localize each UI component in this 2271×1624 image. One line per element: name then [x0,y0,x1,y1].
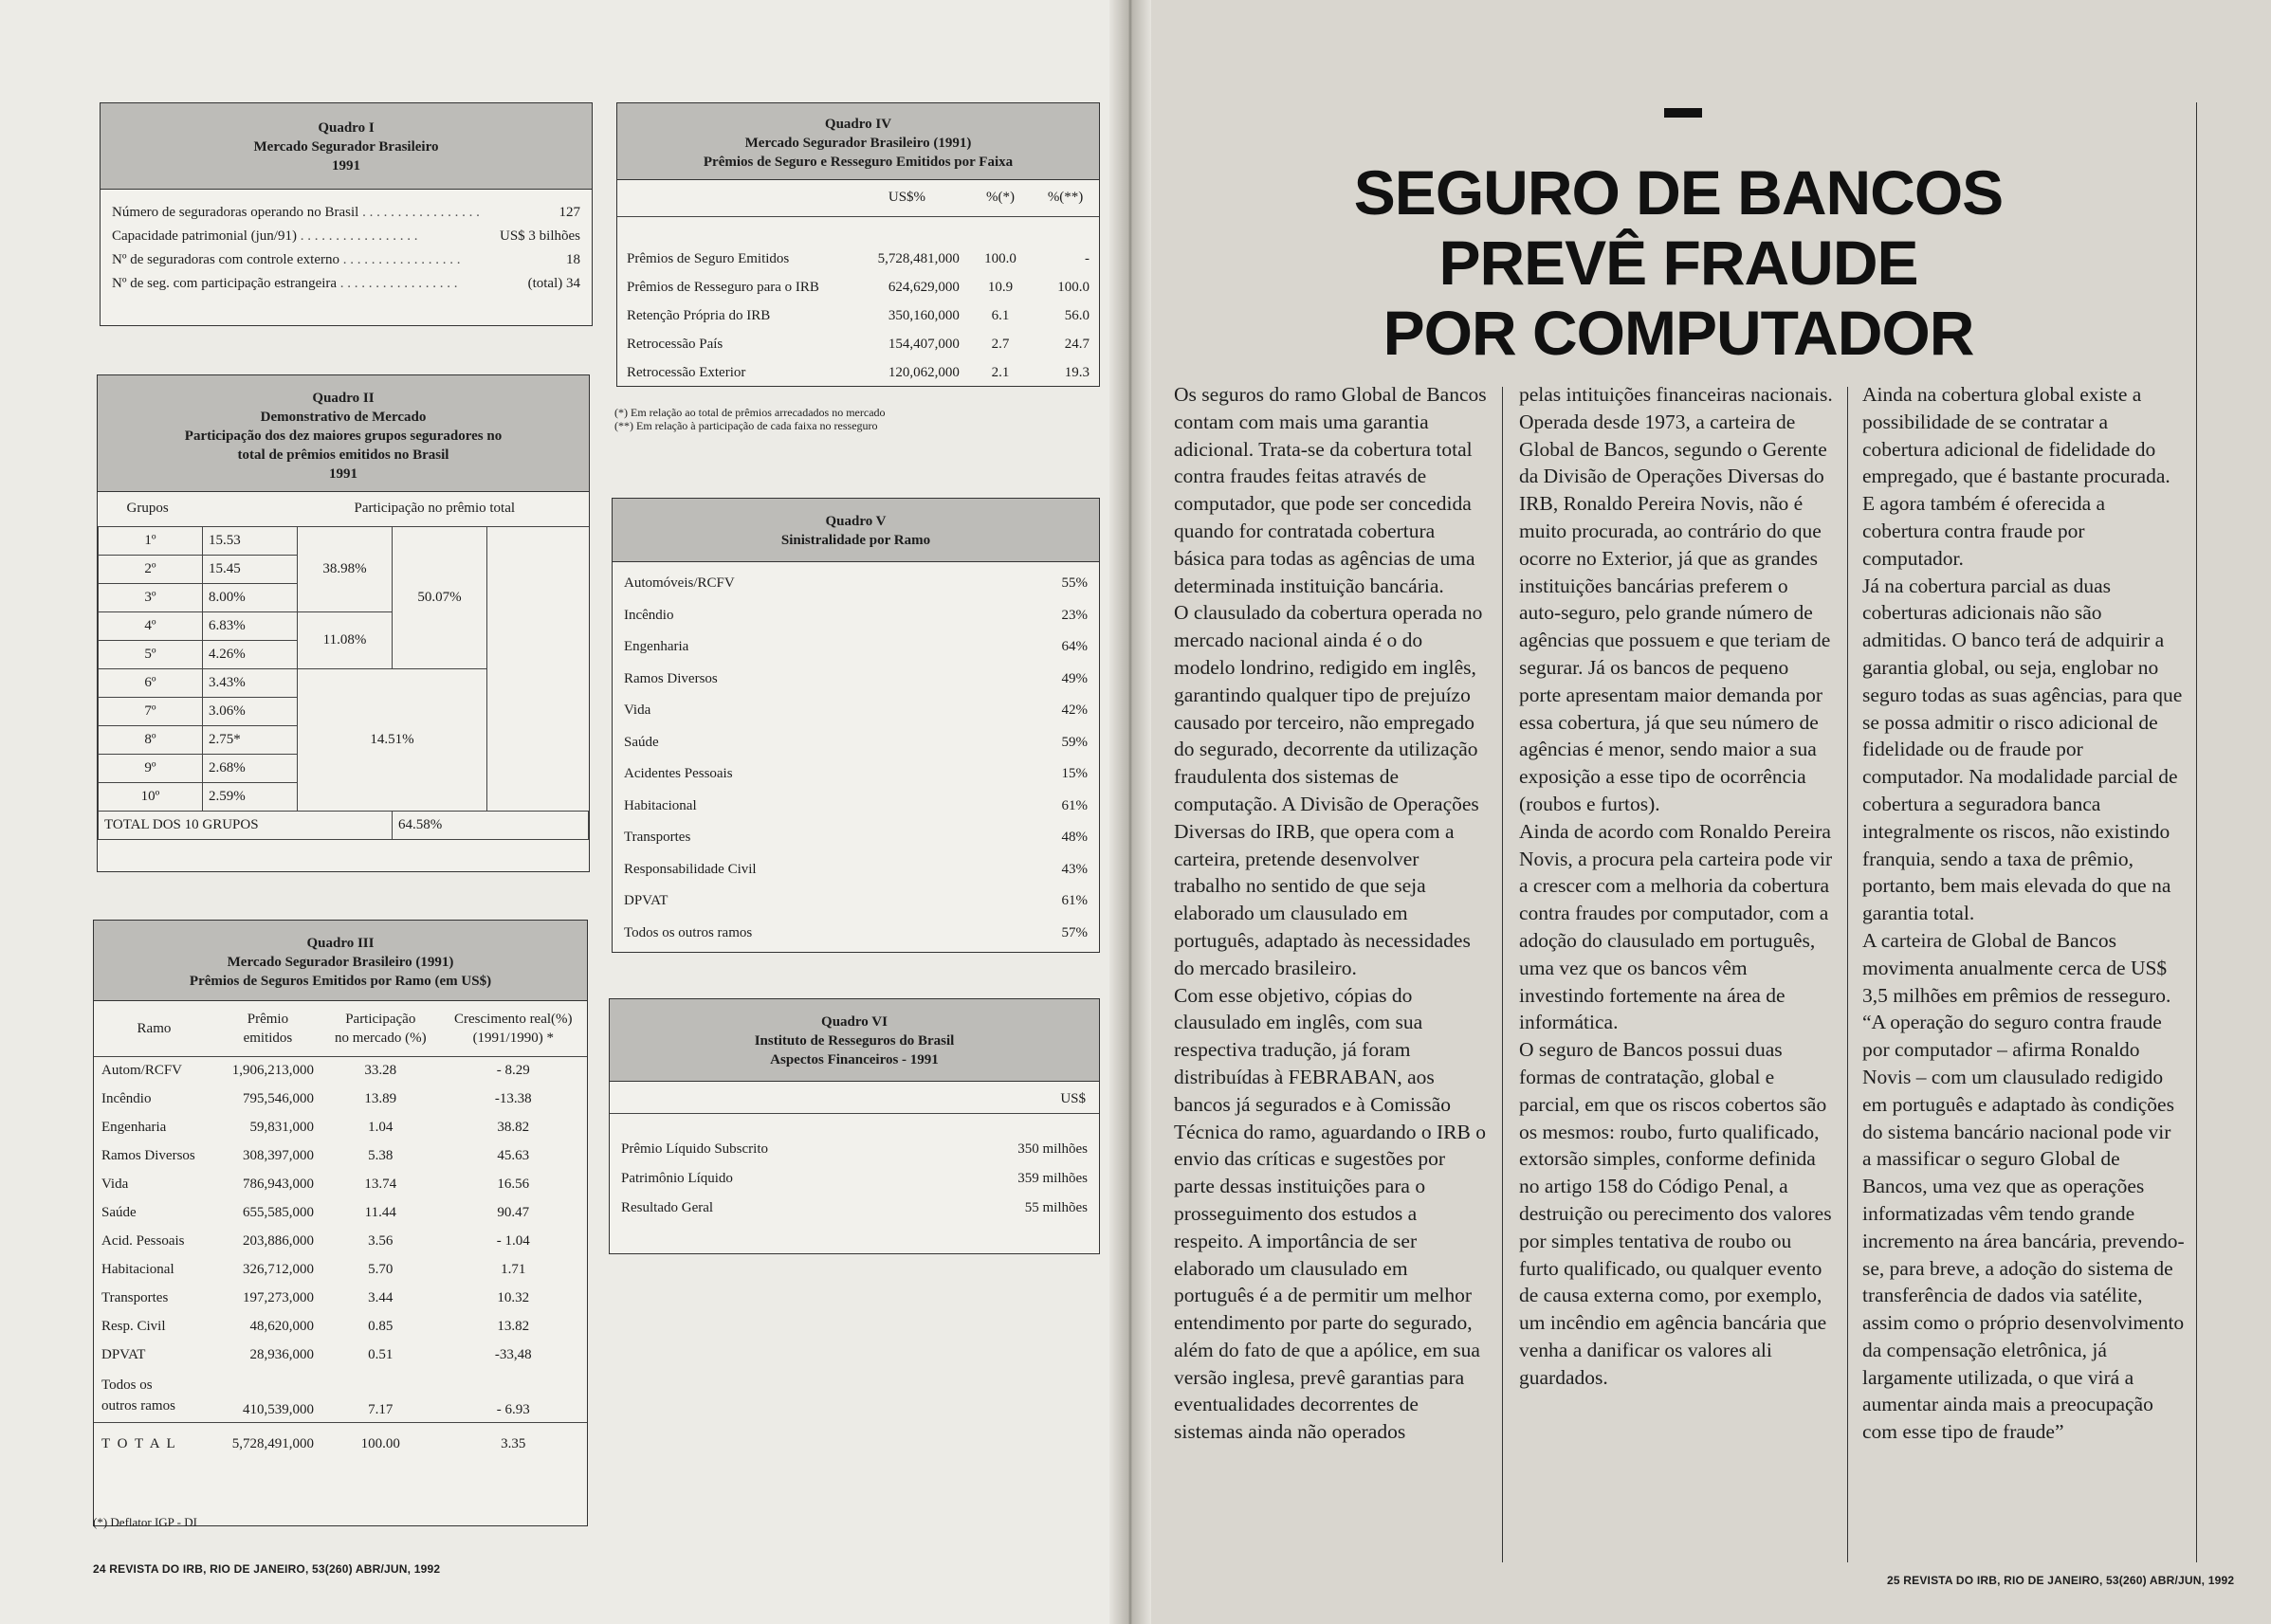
column-rule [1502,387,1503,1562]
others-premio: 410,539,000 [242,1401,314,1417]
total-row [94,1422,587,1466]
cell-pct: 3.06% [203,697,298,725]
table-row [94,1369,587,1422]
row-label: Acidentes Pessoais [624,766,733,782]
quadro-3-subtitle: Mercado Segurador Brasileiro (1991) [227,955,454,970]
row-value: 55% [1061,575,1088,592]
others-part: 7.17 [368,1401,394,1417]
cell-participacao: 1.04 [368,1119,394,1135]
col-part-l1: Participação [345,1011,416,1027]
cell-p2: 19.3 [1064,364,1090,380]
quadro-4-table [617,180,1099,387]
cell-pct: 15.53 [203,526,298,555]
quadro-5-row [613,885,1099,918]
quadro-5-row [613,631,1099,664]
cell-pct: 4.26% [203,640,298,668]
empty-header [617,180,845,216]
cell-grupo: 1º [99,526,203,555]
quadro-6 [609,998,1100,1254]
table-row [94,1227,587,1255]
quadro-3-desc: Prêmios de Seguros Emitidos por Ramo (em US$) [189,974,492,989]
row-label: Prêmio Líquido Subscrito [621,1141,768,1157]
cell-premio: 59,831,000 [249,1119,314,1135]
cell-premio: 203,886,000 [242,1232,314,1249]
cell-crescimento: 10.32 [497,1289,530,1305]
cell-crescimento: - 8.29 [496,1062,530,1078]
article-column-1 [1174,381,1487,1446]
col-participacao [321,1001,440,1056]
quadro-6-row [610,1135,1099,1164]
cell-pct: 15.45 [203,555,298,583]
paragraph: O seguro de Bancos possui duas formas de contratação, global e parcial, em que os riscos cobertos são os mesmos: roubo, furto qualificado, extorsão simples, conforme definida no artigo 158 do Código Penal, a destruição ou perecimento dos valores por simples tentativa de roubo ou furto qualificado, ou qualquer evento de causa externa como, por exemplo, um incêndio em agência bancária que venha a danificar os valores ali guardados. [1519,1038,1832,1389]
col-premio-l1: Prêmio [247,1011,289,1027]
quadro-2-table [98,492,589,840]
col-crescimento [440,1001,587,1056]
right-edge-rule [2196,102,2197,1562]
cell-premio: 308,397,000 [242,1147,314,1163]
cell-grupo: 9º [99,754,203,782]
quadro-3-header [94,921,587,1001]
cell-ramo: Incêndio [101,1090,152,1106]
table-row [94,1255,587,1284]
quadro-5-title: Quadro V [825,514,887,529]
cell-crescimento: 1.71 [501,1261,526,1277]
quadro-1-subtitle: Mercado Segurador Brasileiro [253,139,439,155]
quadro-2 [97,374,590,872]
cell-ramo: Saúde [101,1204,137,1220]
total-label: TOTAL DOS 10 GRUPOS [99,811,393,839]
cell-ramo: Acid. Pessoais [101,1232,185,1249]
cell-grupo: 10º [99,782,203,811]
cell-participacao: 5.38 [368,1147,394,1163]
table-row [94,1341,587,1369]
quadro-5-row [613,727,1099,759]
row-value: 64% [1061,639,1088,655]
paragraph: Ainda de acordo com Ronaldo Pereira Novis, a procura pela carteira pode vir a crescer com a melhoria da cobertura contra fraudes por computador, com a adoção do clausulado em português, uma vez que os bancos vêm investindo fortemente na área de informática. [1519,819,1833,1034]
cell-premio: 197,273,000 [242,1289,314,1305]
quadro-2-desc2: total de prêmios emitidos no Brasil [237,447,449,463]
cell-sub-1-3: 38.98% [298,526,393,611]
cell-label: Prêmios de Resseguro para o IRB [627,279,819,295]
quadro-3-table [94,1001,587,1466]
cell-crescimento: 38.82 [497,1119,530,1135]
cell-p1: 100.0 [984,250,1016,266]
cell-pct: 2.75* [203,725,298,754]
cell-grupo: 7º [99,697,203,725]
cell-ramo: Habitacional [101,1261,174,1277]
row-label: Todos os outros ramos [624,924,753,940]
title-line-3: POR COMPUTADOR [1383,298,1974,368]
cell-usd: 5,728,481,000 [877,250,960,266]
table-row [94,1198,587,1227]
cell-ramo: Vida [101,1176,129,1192]
col-premio [214,1001,321,1056]
cell-premio: 1,906,213,000 [231,1062,314,1078]
table-row [617,330,1099,358]
quadro-2-header [98,375,589,492]
quadro-5-row [613,822,1099,854]
cell-ramo: Transportes [101,1289,169,1305]
cell-participacao: 33.28 [364,1062,397,1078]
cell-pct: 2.68% [203,754,298,782]
table-row [94,1284,587,1312]
table-row [94,1056,587,1085]
quadro-6-desc: Aspectos Financeiros - 1991 [770,1052,939,1067]
title-line-2: PREVÊ FRAUDE [1438,228,1918,298]
column-rule [1847,387,1848,1562]
row-label: Vida [624,703,651,719]
table-row [617,245,1099,273]
cell-premio: 48,620,000 [249,1318,314,1334]
row-value: 49% [1061,670,1088,686]
row-value: 43% [1061,861,1088,877]
quadro-2-year: 1991 [329,466,357,482]
paragraph: Os seguros do ramo Global de Bancos contam com mais uma garantia adicional. Trata-se da cobertura total contra fraudes feitas através de computador, que pode ser concedida quando for contratada cobertura básica para todas as agências de uma determinada instituição bancária. [1174,383,1487,597]
quadro-2-title: Quadro II [312,391,375,406]
quadro-5-row [613,664,1099,696]
cell-label: Retenção Própria do IRB [627,307,771,323]
row-label: Responsabilidade Civil [624,861,757,877]
spacer-row [617,216,1099,245]
row-value: 48% [1061,830,1088,846]
cell-participacao: 11.44 [364,1204,396,1220]
cell-crescimento: 13.82 [497,1318,530,1334]
quadro-4-desc: Prêmios de Seguro e Resseguro Emitidos por Faixa [703,155,1014,170]
row-value: (total) 34 [527,276,580,291]
row-label: Habitacional [624,797,697,813]
total-row [99,811,589,839]
quadro-4-note-1: (*) Em relação ao total de prêmios arrecadados no mercado [614,406,886,419]
cell-participacao: 13.74 [364,1176,397,1192]
title-bar [1664,108,1702,118]
table-row [94,1312,587,1341]
cell-p2: 100.0 [1057,279,1090,295]
table-row [94,1170,587,1198]
others-l1: Todos os [101,1377,153,1393]
cell-participacao: 5.70 [368,1261,394,1277]
cell-usd: 624,629,000 [888,279,960,295]
col-premio-l2: emitidos [243,1030,293,1046]
table-row [617,301,1099,330]
cell-sub-4-5: 11.08% [298,611,393,668]
cell-crescimento: 16.56 [497,1176,530,1192]
quadro-6-subtitle: Instituto de Resseguros do Brasil [754,1033,955,1049]
quadro-6-row [610,1164,1099,1194]
cell-premio: 795,546,000 [242,1090,314,1106]
quadro-3 [93,920,588,1526]
cell-crescimento: -13.38 [494,1090,532,1106]
quadro-3-title: Quadro III [306,936,375,951]
row-label: Saúde [624,734,659,750]
quadro-1-row [101,248,592,272]
cell-p1: 10.9 [987,279,1014,295]
quadro-5-body [613,562,1099,949]
row-value: 15% [1061,766,1088,782]
col-grupos: Grupos [99,492,298,526]
paragraph: Ainda na cobertura global existe a possibilidade de se contratar a cobertura adicional de fidelidade do empregado, que é bastante procurada. E agora também é oferecida a cobertura contra fraude por computador. [1862,383,2170,570]
quadro-1-row [101,225,592,248]
row-value: 61% [1061,893,1088,909]
cell-pct: 3.43% [203,668,298,697]
row-label: Resultado Geral [621,1200,714,1215]
cell-grupo: 8º [99,725,203,754]
title-line-1: SEGURO DE BANCOS [1353,157,2004,228]
row-label: Incêndio [624,607,674,623]
table-row [94,1113,587,1141]
quadro-1-header [101,103,592,190]
cell-crescimento: 90.47 [497,1204,530,1220]
quadro-5-row [613,791,1099,823]
cell-ramo: Autom/RCFV [101,1062,183,1078]
quadro-4-header [617,103,1099,180]
others-cresc: - 6.93 [496,1401,530,1417]
row-value: 18 [566,252,580,267]
row-value: 57% [1061,924,1088,940]
col-p2: %(**) [1032,180,1099,216]
table-row [99,526,589,555]
quadro-4-notes [614,406,886,432]
quadro-4-title: Quadro IV [824,117,892,132]
col-p1: %(*) [969,180,1032,216]
cell-usd: 120,062,000 [888,364,960,380]
cell-crescimento: - 1.04 [496,1232,530,1249]
quadro-1-row [101,201,592,225]
row-label: Engenharia [624,639,689,655]
cell-grupo: 4º [99,611,203,640]
cell-premio: 786,943,000 [242,1176,314,1192]
others-l2: outros ramos [101,1397,175,1414]
quadro-5-subtitle: Sinistralidade por Ramo [780,533,931,548]
quadro-6-title: Quadro VI [821,1014,888,1030]
quadro-2-desc1: Participação dos dez maiores grupos seguradores no [184,429,503,444]
cell-pct: 2.59% [203,782,298,811]
total-label: T O T A L [101,1435,177,1451]
quadro-1-title: Quadro I [318,120,375,136]
row-label: Capacidade patrimonial (jun/91) . . . [112,228,500,245]
quadro-4-note-2: (**) Em relação à participação de cada faixa no resseguro [614,419,878,432]
cell-ramo: DPVAT [101,1346,146,1362]
col-cresc-l2: (1991/1990) * [472,1030,554,1046]
cell-sub-1-5: 50.07% [393,526,487,668]
col-cresc-l1: Crescimento real(%) [454,1011,573,1027]
row-label: DPVAT [624,893,668,909]
left-page-folio: 24 REVISTA DO IRB, RIO DE JANEIRO, 53(260) ABR/JUN, 1992 [93,1562,441,1576]
cell-grupo: 6º [99,668,203,697]
cell-participacao: 0.51 [368,1346,394,1362]
cell-usd: 350,160,000 [888,307,960,323]
right-page-folio: 25 REVISTA DO IRB, RIO DE JANEIRO, 53(260) ABR/JUN, 1992 [1887,1574,2235,1587]
cell-p1: 6.1 [991,307,1010,323]
quadro-5 [612,498,1100,953]
cell-grupo: 3º [99,583,203,611]
row-label: Ramos Diversos [624,670,718,686]
quadro-6-unit: US$ [610,1082,1099,1114]
cell-ramo: Ramos Diversos [101,1147,195,1163]
cell-label: Retrocessão Exterior [627,364,746,380]
cell-pct: 8.00% [203,583,298,611]
empty-cell [487,526,589,811]
quadro-6-row [610,1194,1099,1223]
table-row [94,1085,587,1113]
row-value: 59% [1061,734,1088,750]
cell-p2: - [1085,250,1090,266]
quadro-1 [100,102,593,326]
cell-label: Prêmios de Seguro Emitidos [627,250,790,266]
row-value: 127 [559,205,580,220]
quadro-5-row [613,758,1099,791]
cell-p2: 24.7 [1064,336,1090,352]
left-page [0,0,1128,1624]
cell-participacao: 3.56 [368,1232,394,1249]
col-participacao: Participação no prêmio total [298,492,589,526]
row-label: Automóveis/RCFV [624,575,735,592]
quadro-5-row [613,918,1099,950]
row-value: US$ 3 bilhões [499,228,580,244]
col-usd: US$% [845,180,969,216]
table-row [94,1141,587,1170]
cell-participacao: 13.89 [364,1090,397,1106]
cell-grupo: 5º [99,640,203,668]
cell-usd: 154,407,000 [888,336,960,352]
row-value: 61% [1061,797,1088,813]
row-label: Patrimônio Líquido [621,1171,733,1186]
quadro-5-row [613,600,1099,632]
cell-premio: 326,712,000 [242,1261,314,1277]
total-value: 64.58% [393,811,589,839]
table-row [617,358,1099,387]
cell-participacao: 3.44 [368,1289,394,1305]
cell-crescimento: -33,48 [494,1346,532,1362]
row-value: 350 milhões [1017,1141,1088,1157]
cell-ramo: Resp. Civil [101,1318,166,1334]
cell-premio: 28,936,000 [249,1346,314,1362]
row-label: Transportes [624,830,691,846]
header-row [617,180,1099,216]
cell-ramo: Engenharia [101,1119,167,1135]
paragraph: A carteira de Global de Bancos movimenta anualmente cerca de US$ 3,5 milhões em prêmios de resseguro. “A operação do seguro contra fraude por computador – afirma Ronaldo Novis – com um clausulado redigido em português e adaptado às condições do sistema bancário nacional pode vir a massificar o seguro Global de Bancos, uma vez que as operações informatizadas vêm tendo grande incremento na área bancária, prevendo-se, para breve, a adoção do sistema de transferência de dados via satélite, assim como o próprio desenvolvimento da compensação eletrônica, já largamente utilizada, o que virá a aumentar ainda mais a preocupação com esse tipo de fraude” [1862,928,2185,1444]
cell-crescimento: 45.63 [497,1147,530,1163]
table-row [617,273,1099,301]
cell-sub-6-10: 14.51% [298,668,487,811]
article-column-3 [1862,381,2185,1446]
total-cresc: 3.35 [501,1435,526,1451]
quadro-6-header [610,999,1099,1082]
paragraph: Já na cobertura parcial as duas coberturas adicionais não são admitidas. O banco terá de adquirir a garantia global, ou seja, englobar no seguro todas as suas agências, para que se possa admitir o risco adicional de fidelidade ou de fraude por computador. Na modalidade parcial de cobertura a seguradora banca integralmente os riscos, não existindo franquia, sendo a taxa de prêmio, portanto, bem mais elevada do que na garantia total. [1862,574,2183,925]
paragraph: pelas intituições financeiras nacionais. [1519,383,1833,406]
row-value: 23% [1061,607,1088,623]
total-part: 100.00 [360,1435,400,1451]
quadro-5-row [613,695,1099,727]
quadro-3-footnote: (*) Deflator IGP - DI [93,1515,197,1529]
cell-pct: 6.83% [203,611,298,640]
row-value: 359 milhões [1017,1171,1088,1186]
quadro-4-subtitle: Mercado Segurador Brasileiro (1991) [744,136,972,151]
article-column-2 [1519,381,1834,1391]
cell-label: Retrocessão País [627,336,723,352]
total-premio: 5,728,491,000 [231,1435,314,1451]
quadro-2-subtitle: Demonstrativo de Mercado [260,410,427,425]
quadro-5-row [613,568,1099,600]
quadro-1-row [101,272,592,296]
row-label: Nº de seguradoras com controle externo . . . [112,252,566,268]
col-part-l2: no mercado (%) [334,1030,427,1046]
paragraph: O clausulado da cobertura operada no mercado nacional ainda é o do modelo londrino, redigido em inglês, garantindo qualquer tipo de prejuízo causado por terceiro, não empregado do segurado, decorrente da utilização fraudulenta dos sistemas de computação. A Divisão de Operações Diversas do IRB, que opera com a carteira, pretende desenvolver trabalho no sentido de que seja elaborado um clausulado em português, adaptado às necessidades do mercado brasileiro. [1174,601,1483,979]
article-title [1328,157,2029,368]
cell-p1: 2.1 [991,364,1010,380]
quadro-4 [616,102,1100,387]
quadro-5-header [613,499,1099,562]
row-label: Nº de seg. com participação estrangeira . . . [112,276,528,292]
quadro-5-row [613,854,1099,886]
paragraph: Operada desde 1973, a carteira de Global de Bancos, segundo o Gerente da Divisão de Operações Diversas do IRB, Ronaldo Pereira Novis, não é muito procurada, ao contrário do que ocorre no Exterior, já que as grandes instituições bancárias preferem o auto-seguro, pelo grande número de agências que possuem e que teriam de segurar. Já os bancos de pequeno porte apresentam maior demanda por essa cobertura, já que seu número de agências é menor, sendo maior a sua exposição a esse tipo de ocorrência (roubos e furtos). [1519,410,1831,815]
cell-premio: 655,585,000 [242,1204,314,1220]
cell-participacao: 0.85 [368,1318,394,1334]
quadro-1-body [101,190,592,296]
header-row [94,1001,587,1056]
row-label: Número de seguradoras operando no Brasil . . . [112,205,559,221]
cell-p1: 2.7 [991,336,1010,352]
row-value: 55 milhões [1024,1200,1088,1215]
row-value: 42% [1061,703,1088,719]
quadro-1-year: 1991 [332,158,360,173]
cell-p2: 56.0 [1064,307,1090,323]
cell-grupo: 2º [99,555,203,583]
paragraph: Com esse objetivo, cópias do clausulado em inglês, com sua respectiva tradução, já foram distribuídas à FEBRABAN, aos bancos já segurados e à Comissão Técnica do ramo, aguardando o IRB o envio das críticas e sugestões por parte dessas instituições para o prosseguimento dos estudos a respeito. A importância de ser elaborado um clausulado em português é a de permitir um melhor entendimento por parte do segurado, além do fato de que a apólice, em sua versão inglesa, prevê garantias para eventualidades decorrentes de sistemas ainda não operados [1174,983,1486,1444]
col-ramo: Ramo [94,1001,214,1056]
